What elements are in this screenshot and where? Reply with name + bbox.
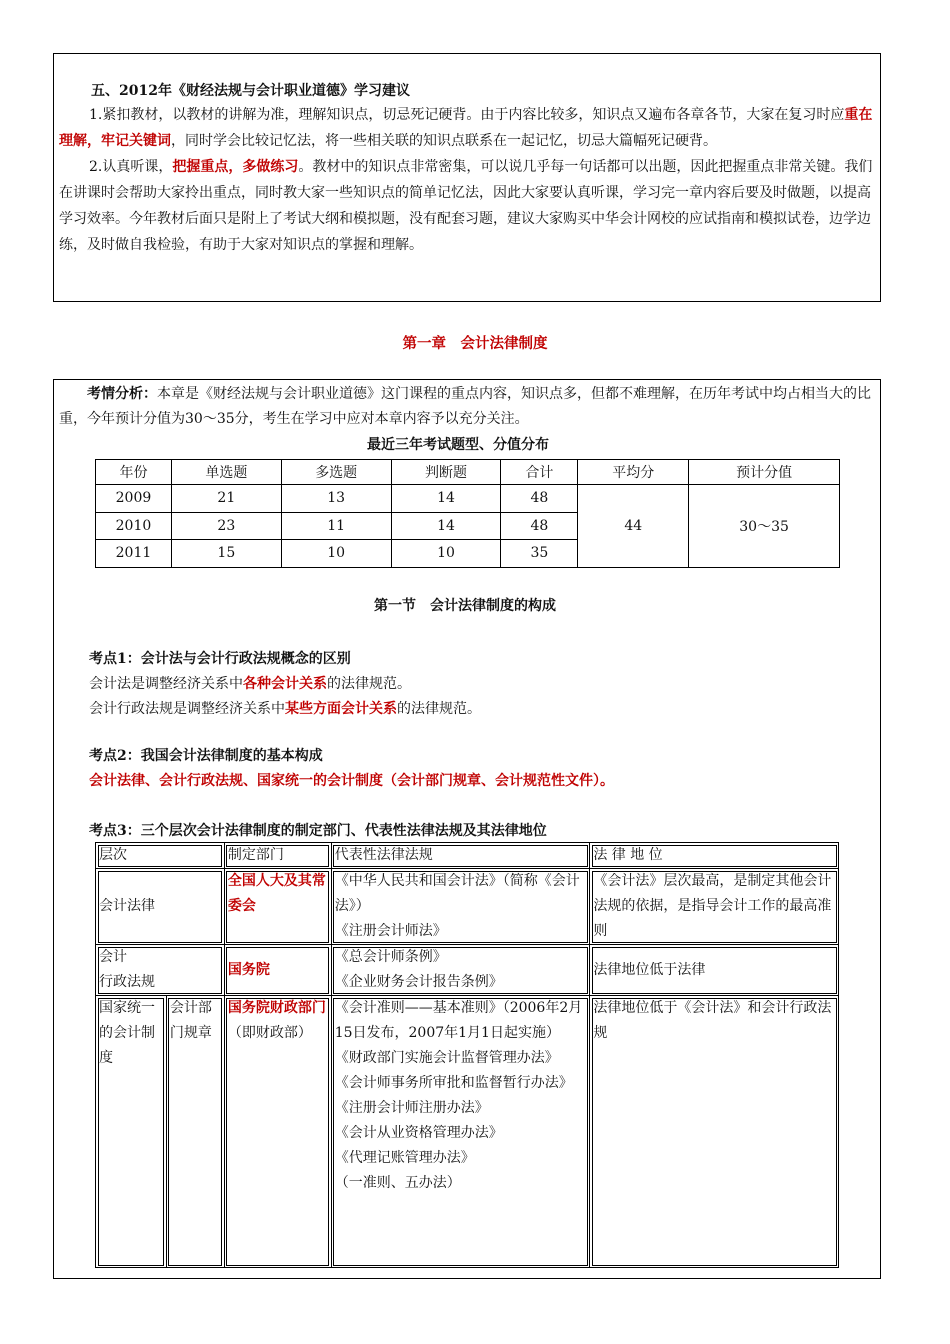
table-cell: 35	[501, 540, 578, 568]
header-cell: 制定部门	[224, 843, 331, 869]
table-row	[96, 869, 839, 945]
legal-table-header	[96, 843, 839, 869]
level-cell	[96, 945, 225, 996]
kd1-line1-highlight: 各种会计关系	[243, 676, 327, 692]
legal-system-table	[95, 842, 839, 1268]
table-cell: 14	[391, 485, 501, 513]
chapter-content-box	[53, 379, 881, 1279]
kd1-line2-text: 会计行政法规是调整经济关系中	[89, 701, 285, 717]
kd1-line1-text: 会计法是调整经济关系中	[89, 676, 243, 692]
table-cell: 10	[281, 540, 391, 568]
header-cell: 单选题	[171, 460, 281, 485]
score-table	[95, 459, 840, 568]
analysis-text: 本章是《财经法规与会计职业道德》这门课程的重点内容，知识点多，但都不难理解，在历年考试中均占相当大的比重，今年预计分值为30～35分，考生在学习中应对本章内容予以充分关注。	[59, 386, 871, 427]
table-row	[96, 485, 840, 513]
score-table-title: 最近三年考试题型、分值分布	[367, 437, 549, 453]
header-cell: 预计分值	[689, 460, 840, 485]
dept-note: （即财政部）	[227, 1025, 312, 1041]
status-cell: 法律地位低于《会计法》和会计行政法规	[590, 996, 839, 1268]
key-point-2	[89, 744, 614, 794]
law-item: 《会计准则——基本准则》（2006年2月15日发布，2007年1月1日起实施）	[334, 1000, 583, 1041]
dept-cell: 国务院	[224, 945, 331, 996]
header-cell: 平均分	[578, 460, 689, 485]
table-cell: 2010	[96, 512, 172, 540]
status-cell: 法律地位低于法律	[590, 945, 839, 996]
table-row	[96, 945, 839, 996]
advice-p2-text: 2.认真听课，	[89, 159, 173, 175]
advice-p2-highlight: 把握重点，多做练习	[172, 159, 299, 175]
key-point-2-text: 会计法律、会计行政法规、国家统一的会计制度（会计部门规章、会计规范性文件）。	[89, 773, 614, 789]
table-cell: 2009	[96, 485, 172, 513]
law-item: 《会计从业资格管理办法》	[334, 1125, 503, 1141]
table-cell: 14	[391, 512, 501, 540]
advice-p1-highlight: 重在理解，牢记关键词	[59, 107, 873, 149]
key-point-1-line-1	[89, 672, 481, 697]
law-item: 《企业财务会计报告条例》	[334, 974, 503, 990]
header-cell: 层次	[96, 843, 225, 869]
law-item: 《注册会计师注册办法》	[334, 1100, 489, 1116]
status-cell: 《会计法》层次最高，是制定其他会计法规的依据，是指导会计工作的最高准则	[590, 869, 839, 945]
header-cell: 年份	[96, 460, 172, 485]
table-cell: 48	[501, 485, 578, 513]
table-cell: 2011	[96, 540, 172, 568]
level-line: 会计	[99, 949, 127, 965]
table-cell: 48	[501, 512, 578, 540]
key-point-3	[89, 819, 547, 844]
advice-p1-text-end: ，同时学会比较记忆法，将一些相关联的知识点联系在一起记忆，切忌大篇幅死记硬背。	[171, 133, 717, 149]
section-title: 第一节 会计法律制度的构成	[374, 598, 556, 614]
table-cell: 21	[171, 485, 281, 513]
header-cell: 法 律 地 位	[590, 843, 839, 869]
key-point-1	[89, 647, 481, 722]
key-point-1-heading: 考点1：会计法与会计行政法规概念的区别	[89, 651, 351, 667]
study-advice-box	[53, 53, 881, 302]
level-cell: 会计法律	[96, 869, 225, 945]
exam-analysis	[59, 382, 877, 432]
advice-title: 五、2012年《财经法规与会计职业道德》学习建议	[91, 83, 410, 99]
chapter-title: 第一章 会计法律制度	[402, 335, 548, 352]
level-cell: 国家统一的会计制度	[96, 996, 167, 1268]
average-score-cell: 44	[578, 485, 689, 568]
score-table-header	[96, 460, 840, 485]
header-cell: 代表性法律法规	[331, 843, 590, 869]
laws-cell	[331, 996, 590, 1268]
table-cell: 11	[281, 512, 391, 540]
dept-name: 国务院财政部门	[227, 1000, 326, 1016]
table-cell: 15	[171, 540, 281, 568]
laws-cell	[331, 945, 590, 996]
advice-paragraph-1	[59, 102, 877, 154]
table-cell: 23	[171, 512, 281, 540]
kd1-line1-end: 的法律规范。	[327, 676, 411, 692]
law-item: 《总会计师条例》	[334, 949, 447, 965]
dept-cell: 全国人大及其常委会	[224, 869, 331, 945]
level-line: 行政法规	[99, 974, 155, 990]
advice-p1-text: 1.紧扣教材，以教材的讲解为准，理解知识点，切忌死记硬背。由于内容比较多，知识点又遍布各章各节，大家在复习时应	[89, 107, 845, 123]
key-point-1-line-2	[89, 697, 481, 722]
law-item: 《财政部门实施会计监督管理办法》	[334, 1050, 559, 1066]
expected-score-cell: 30～35	[689, 485, 840, 568]
analysis-lead: 考情分析：	[87, 386, 157, 402]
kd1-line2-highlight: 某些方面会计关系	[285, 701, 397, 717]
advice-p2-text-end: 。教材中的知识点非常密集，可以说几乎每一句话都可以出题，因此把握重点非常关键。我们在讲课时会帮助大家拎出重点，同时教大家一些知识点的简单记忆法，因此大家要认真听课，学习完一章内容后要及时做题，以提高学习效率。今年教材后面只是附上了考试大纲和模拟题，没有配套习题，建议大家购买中华会计网校的应试指南和模拟试卷，边学边练，及时做自我检验，有助于大家对知识点的掌握和理解。	[59, 159, 873, 253]
law-item: 《中华人民共和国会计法》（简称《会计法》）	[334, 873, 580, 914]
law-item: 《注册会计师法》	[334, 923, 447, 939]
dept-cell	[224, 996, 331, 1268]
key-point-2-heading: 考点2：我国会计法律制度的基本构成	[89, 748, 323, 764]
table-cell: 10	[391, 540, 501, 568]
table-row	[96, 996, 839, 1268]
kd1-line2-end: 的法律规范。	[397, 701, 481, 717]
laws-cell	[331, 869, 590, 945]
law-item: 《代理记账管理办法》	[334, 1150, 475, 1166]
advice-paragraph-2	[59, 154, 877, 258]
law-item: （一准则、五办法）	[334, 1175, 461, 1191]
law-item: 《会计师事务所审批和监督暂行办法》	[334, 1075, 573, 1091]
key-point-3-heading: 考点3：三个层次会计法律制度的制定部门、代表性法律法规及其法律地位	[89, 823, 547, 839]
header-cell: 判断题	[391, 460, 501, 485]
header-cell: 多选题	[281, 460, 391, 485]
table-cell: 13	[281, 485, 391, 513]
sub-level-cell: 会计部门规章	[166, 996, 224, 1268]
header-cell: 合计	[501, 460, 578, 485]
